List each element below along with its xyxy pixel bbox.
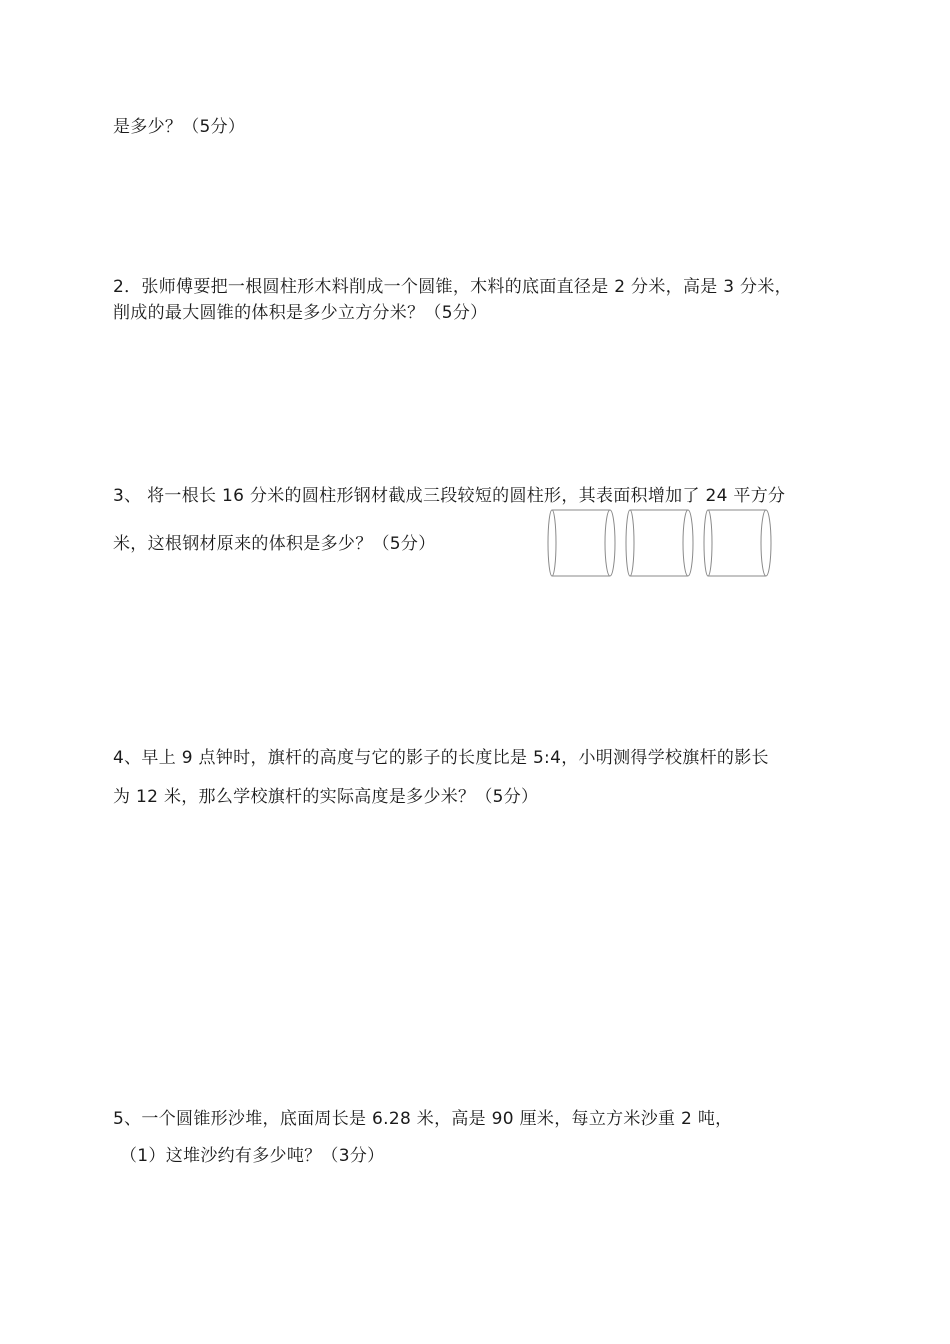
question-2-line-2: 削成的最大圆锥的体积是多少立方分米？（5分）	[113, 303, 488, 323]
cylinder-piece-2	[626, 510, 693, 576]
question-4-line-2: 为 12 米，那么学校旗杆的实际高度是多少米？（5分）	[113, 787, 539, 807]
question-3-line-1: 3、 将一根长 16 分米的圆柱形钢材截成三段较短的圆柱形，其表面积增加了 24 平方分	[113, 486, 786, 506]
question-1-tail: 是多少？（5分）	[113, 117, 246, 137]
cylinder-piece-1	[548, 510, 615, 576]
cylinder-piece-3	[704, 510, 771, 576]
question-5-line-1: 5、一个圆锥形沙堆，底面周长是 6.28 米，高是 90 厘米，每立方米沙重 2 吨，	[113, 1109, 733, 1129]
question-5-part-1: （1）这堆沙约有多少吨？（3分）	[120, 1146, 385, 1166]
question-3-line-2: 米，这根钢材原来的体积是多少？（5分）	[113, 534, 436, 554]
cylinder-pieces-figure	[546, 506, 776, 580]
question-4-line-1: 4、早上 9 点钟时，旗杆的高度与它的影子的长度比是 5:4，小明测得学校旗杆的影长	[113, 748, 769, 768]
question-2-line-1: 2．张师傅要把一根圆柱形木料削成一个圆锥，木料的底面直径是 2 分米，高是 3 分米，	[113, 277, 792, 297]
